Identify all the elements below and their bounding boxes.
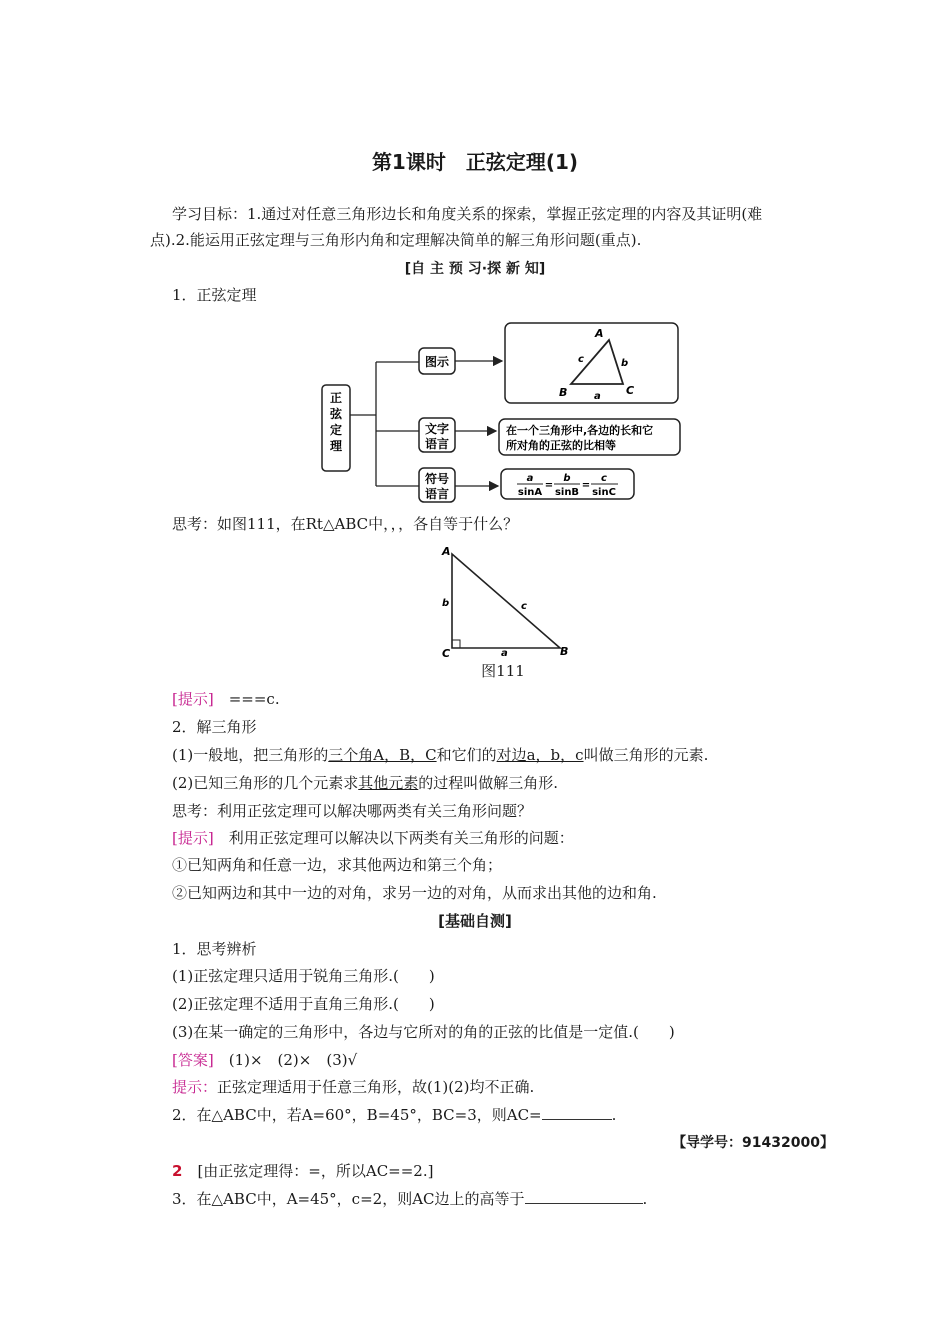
- root-char-4: 理: [329, 439, 343, 453]
- answer-1: [172, 1049, 357, 1071]
- root-char-3: 定: [329, 423, 343, 437]
- right-angle-mark: [452, 640, 460, 648]
- node-illustration-label: 图示: [424, 355, 450, 369]
- answer-2: [172, 1160, 433, 1182]
- formula-d3: sinC: [592, 487, 616, 498]
- formula-eq2: =: [581, 480, 591, 491]
- figure-label-a: a: [501, 648, 508, 659]
- triangle-label-C: C: [626, 384, 635, 397]
- node-symbol-language-line1: 符号: [424, 472, 450, 486]
- solve-p1-post: 叫做三角形的元素.: [583, 746, 709, 764]
- solve-p1-underline-1: 三个角A，B，C: [328, 746, 437, 764]
- triangle-label-b: b: [621, 358, 629, 369]
- basic-test-header: [0, 910, 950, 932]
- hint-1-tag: [提示]: [172, 690, 214, 708]
- formula-eq1: =: [544, 480, 554, 491]
- right-triangle: [452, 554, 560, 648]
- question-2-blank[interactable]: [542, 1105, 612, 1120]
- triangle-label-A: A: [595, 327, 604, 340]
- solve-p1-mid: 和它们的: [436, 746, 497, 764]
- hint-3-text: 正弦定理适用于任意三角形，故(1)(2)均不正确.: [217, 1078, 535, 1096]
- figure-label-A: A: [442, 545, 451, 558]
- question-2: [172, 1104, 616, 1126]
- triangle-box: [505, 323, 678, 403]
- solve-p2-pre: (2)已知三角形的几个元素求: [172, 774, 359, 792]
- solve-p1-underline-2: 对边a，b，c: [496, 746, 584, 764]
- figure-label-C: C: [442, 647, 451, 660]
- question-1-item-1: (1)正弦定理只适用于锐角三角形.( ): [172, 967, 435, 985]
- triangle-label-B: B: [559, 386, 568, 399]
- node-symbol-language-line2: 语言: [424, 487, 450, 501]
- hint-1-text: ===c.: [213, 690, 280, 708]
- node-text-language-line2: 语言: [424, 437, 450, 451]
- solve-p2-underline-1: 其他元素: [358, 774, 419, 792]
- hint-2-tag: [提示]: [172, 829, 214, 847]
- solve-paragraph-1: [172, 744, 708, 766]
- solve-paragraph-2: [172, 772, 558, 794]
- text-language-line1: 在一个三角形中,各边的长和它: [506, 424, 654, 437]
- formula-n3: c: [601, 473, 607, 484]
- hint-2: [172, 827, 574, 849]
- formula-d2: sinB: [554, 487, 580, 498]
- question-3: [172, 1188, 647, 1210]
- solve-p2-post: 的过程叫做解三角形.: [418, 774, 559, 792]
- think-question-2: 思考：利用正弦定理可以解决哪两类有关三角形问题？: [172, 802, 533, 820]
- guide-number: 【导学号：91432000】: [672, 1135, 834, 1151]
- formula-n2: b: [563, 473, 571, 484]
- answer-1-tag: [答案]: [172, 1051, 214, 1069]
- think-question-1: 思考：如图111，在Rt△ABC中，，，各自等于什么？: [172, 515, 519, 533]
- text-language-line2: 所对角的正弦的比相等: [506, 439, 616, 452]
- hint-1: [172, 688, 280, 710]
- hint-2-item-1: ①已知两角和任意一边，求其他两边和第三个角；: [172, 856, 503, 874]
- solve-p1-pre: (1)一般地，把三角形的: [172, 746, 329, 764]
- figure-label-c: c: [521, 601, 527, 612]
- theorem-diagram: [318, 318, 688, 506]
- question-1-item-3: (3)在某一确定的三角形中，各边与它所对的角的正弦的比值是一定值.( ): [172, 1023, 675, 1041]
- formula-d1: sinA: [517, 487, 543, 498]
- hint-2-item-2: ②已知两边和其中一边的对角，求另一边的对角，从而求出其他的边和角.: [172, 884, 657, 902]
- answer-1-text: (1)× (2)× (3)√: [213, 1051, 358, 1069]
- hint-2-text: 利用正弦定理可以解决以下两类有关三角形的问题：: [213, 829, 574, 847]
- node-text-language-line1: 文字: [424, 422, 450, 436]
- question-3-text: 3．在△ABC中，A=45°，c=2，则AC边上的高等于: [172, 1190, 525, 1208]
- hint-3-tag: 提示：: [172, 1078, 218, 1096]
- question-2-text: 2．在△ABC中，若A=60°，B=45°，BC=3，则AC=: [172, 1106, 542, 1124]
- question-3-blank[interactable]: [525, 1189, 643, 1204]
- objectives-line-2: 点).2.能运用正弦定理与三角形内角和定理解决简单的解三角形问题(重点).: [150, 231, 642, 249]
- hint-3: [172, 1076, 534, 1098]
- theorem-heading: 1．正弦定理: [172, 286, 257, 304]
- question-3-end: .: [642, 1190, 648, 1208]
- figure-111: [436, 544, 576, 660]
- root-char-2: 弦: [329, 407, 343, 421]
- root-char-1: 正: [329, 391, 343, 405]
- page-title: 第1课时 正弦定理(1): [371, 150, 579, 174]
- answer-2-text: [由正弦定理得：=，所以AC==2.]: [182, 1162, 434, 1180]
- answer-2-number: 2: [172, 1162, 183, 1180]
- solve-heading: 2．解三角形: [172, 718, 257, 736]
- figure-label-B: B: [560, 645, 569, 658]
- basic-test-header-text: [基础自测]: [438, 912, 512, 930]
- figure-caption: 图111: [481, 662, 525, 680]
- formula-n1: a: [526, 473, 534, 484]
- question-1-heading: 1．思考辨析: [172, 940, 257, 958]
- triangle-label-a: a: [594, 391, 601, 402]
- question-2-end: .: [611, 1106, 617, 1124]
- figure-label-b: b: [442, 598, 450, 609]
- section-header: [自 主 预 习·探 新 知]: [404, 261, 546, 277]
- triangle-label-c: c: [578, 354, 584, 365]
- objectives-line-1: 学习目标：1.通过对任意三角形边长和角度关系的探索，掌握正弦定理的内容及其证明(难: [172, 205, 763, 223]
- question-1-item-2: (2)正弦定理不适用于直角三角形.( ): [172, 995, 435, 1013]
